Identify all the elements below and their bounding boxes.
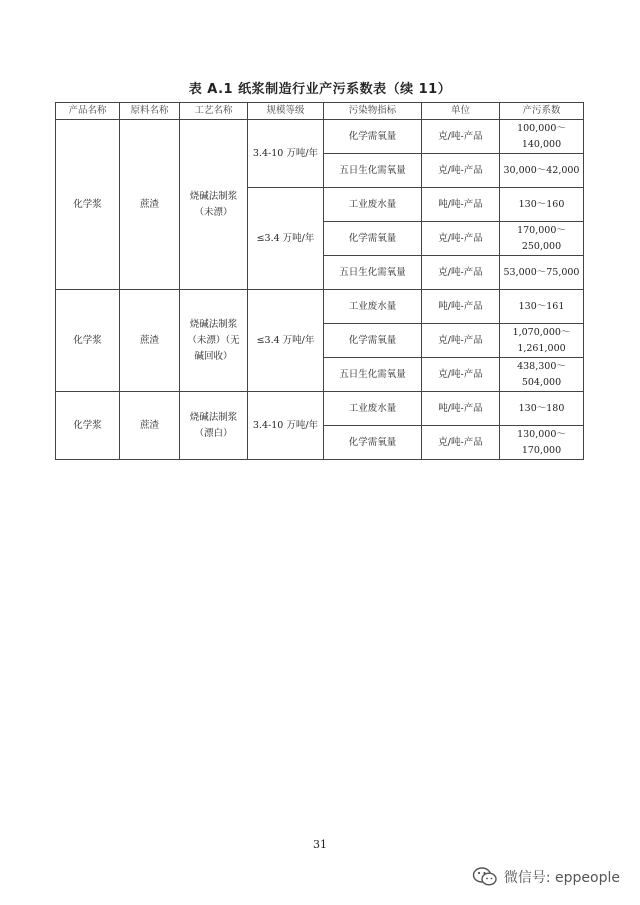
table-row [56,120,584,154]
product-cell: 化学浆 [56,290,120,392]
process-cell [180,290,248,392]
coefficient-cell: 130～180 [500,392,584,426]
coefficient-cell: 30,000～42,000 [500,154,584,188]
unit-cell: 克/吨-产品 [422,358,500,392]
header-coefficient: 产污系数 [500,103,584,120]
table-title: 表 A.1 纸浆制造行业产污系数表（续 11） [188,82,452,97]
page-number: 31 [313,838,327,851]
pollutant-cell: 工业废水量 [324,392,422,426]
process-text: 烧碱法制浆（未漂） [189,190,238,218]
material-cell: 蔗渣 [120,392,180,460]
scale-cell: 3.4-10 万吨/年 [248,392,324,460]
coefficient-cell: 130,000～170,000 [500,426,584,460]
pollutant-cell: 化学需氧量 [324,222,422,256]
coefficient-cell: 100,000～140,000 [500,120,584,154]
scale-cell: ≤3.4 万吨/年 [248,290,324,392]
pollutant-cell: 化学需氧量 [324,324,422,358]
coefficient-cell: 170,000～250,000 [500,222,584,256]
header-product: 产品名称 [56,103,120,120]
unit-cell: 克/吨-产品 [422,154,500,188]
unit-cell: 克/吨-产品 [422,256,500,290]
coefficient-cell: 130～160 [500,188,584,222]
pollutant-cell: 五日生化需氧量 [324,256,422,290]
unit-cell: 吨/吨-产品 [422,392,500,426]
pollution-coefficient-table [55,102,584,460]
pollutant-cell: 工业废水量 [324,188,422,222]
table-row [56,290,584,324]
pollutant-cell: 化学需氧量 [324,426,422,460]
table-row [56,392,584,426]
wechat-icon [472,866,498,888]
pollutant-cell: 五日生化需氧量 [324,154,422,188]
unit-cell: 吨/吨-产品 [422,290,500,324]
coefficient-cell: 53,000～75,000 [500,256,584,290]
header-scale: 规模等级 [248,103,324,120]
unit-cell: 克/吨-产品 [422,324,500,358]
process-cell [180,120,248,290]
product-cell: 化学浆 [56,392,120,460]
pollutant-cell: 化学需氧量 [324,120,422,154]
coefficient-cell: 130～161 [500,290,584,324]
material-cell: 蔗渣 [120,120,180,290]
process-text: 烧碱法制浆（漂白） [189,411,238,439]
material-cell: 蔗渣 [120,290,180,392]
header-pollutant: 污染物指标 [324,103,422,120]
watermark-text: 微信号: eppeople [503,870,620,886]
watermark [472,866,620,888]
unit-cell: 克/吨-产品 [422,120,500,154]
coefficient-cell: 1,070,000～1,261,000 [500,324,584,358]
scale-cell: 3.4-10 万吨/年 [248,120,324,188]
pollutant-cell: 五日生化需氧量 [324,358,422,392]
header-unit: 单位 [422,103,500,120]
unit-cell: 克/吨-产品 [422,222,500,256]
header-row [56,103,584,120]
scale-cell: ≤3.4 万吨/年 [248,188,324,290]
header-material: 原料名称 [120,103,180,120]
product-cell: 化学浆 [56,120,120,290]
coefficient-cell: 438,300～504,000 [500,358,584,392]
process-cell [180,392,248,460]
pollutant-cell: 工业废水量 [324,290,422,324]
unit-cell: 吨/吨-产品 [422,188,500,222]
header-process: 工艺名称 [180,103,248,120]
unit-cell: 克/吨-产品 [422,426,500,460]
process-text: 烧碱法制浆（未漂）（无碱回收） [187,318,240,362]
table-body [56,120,584,460]
